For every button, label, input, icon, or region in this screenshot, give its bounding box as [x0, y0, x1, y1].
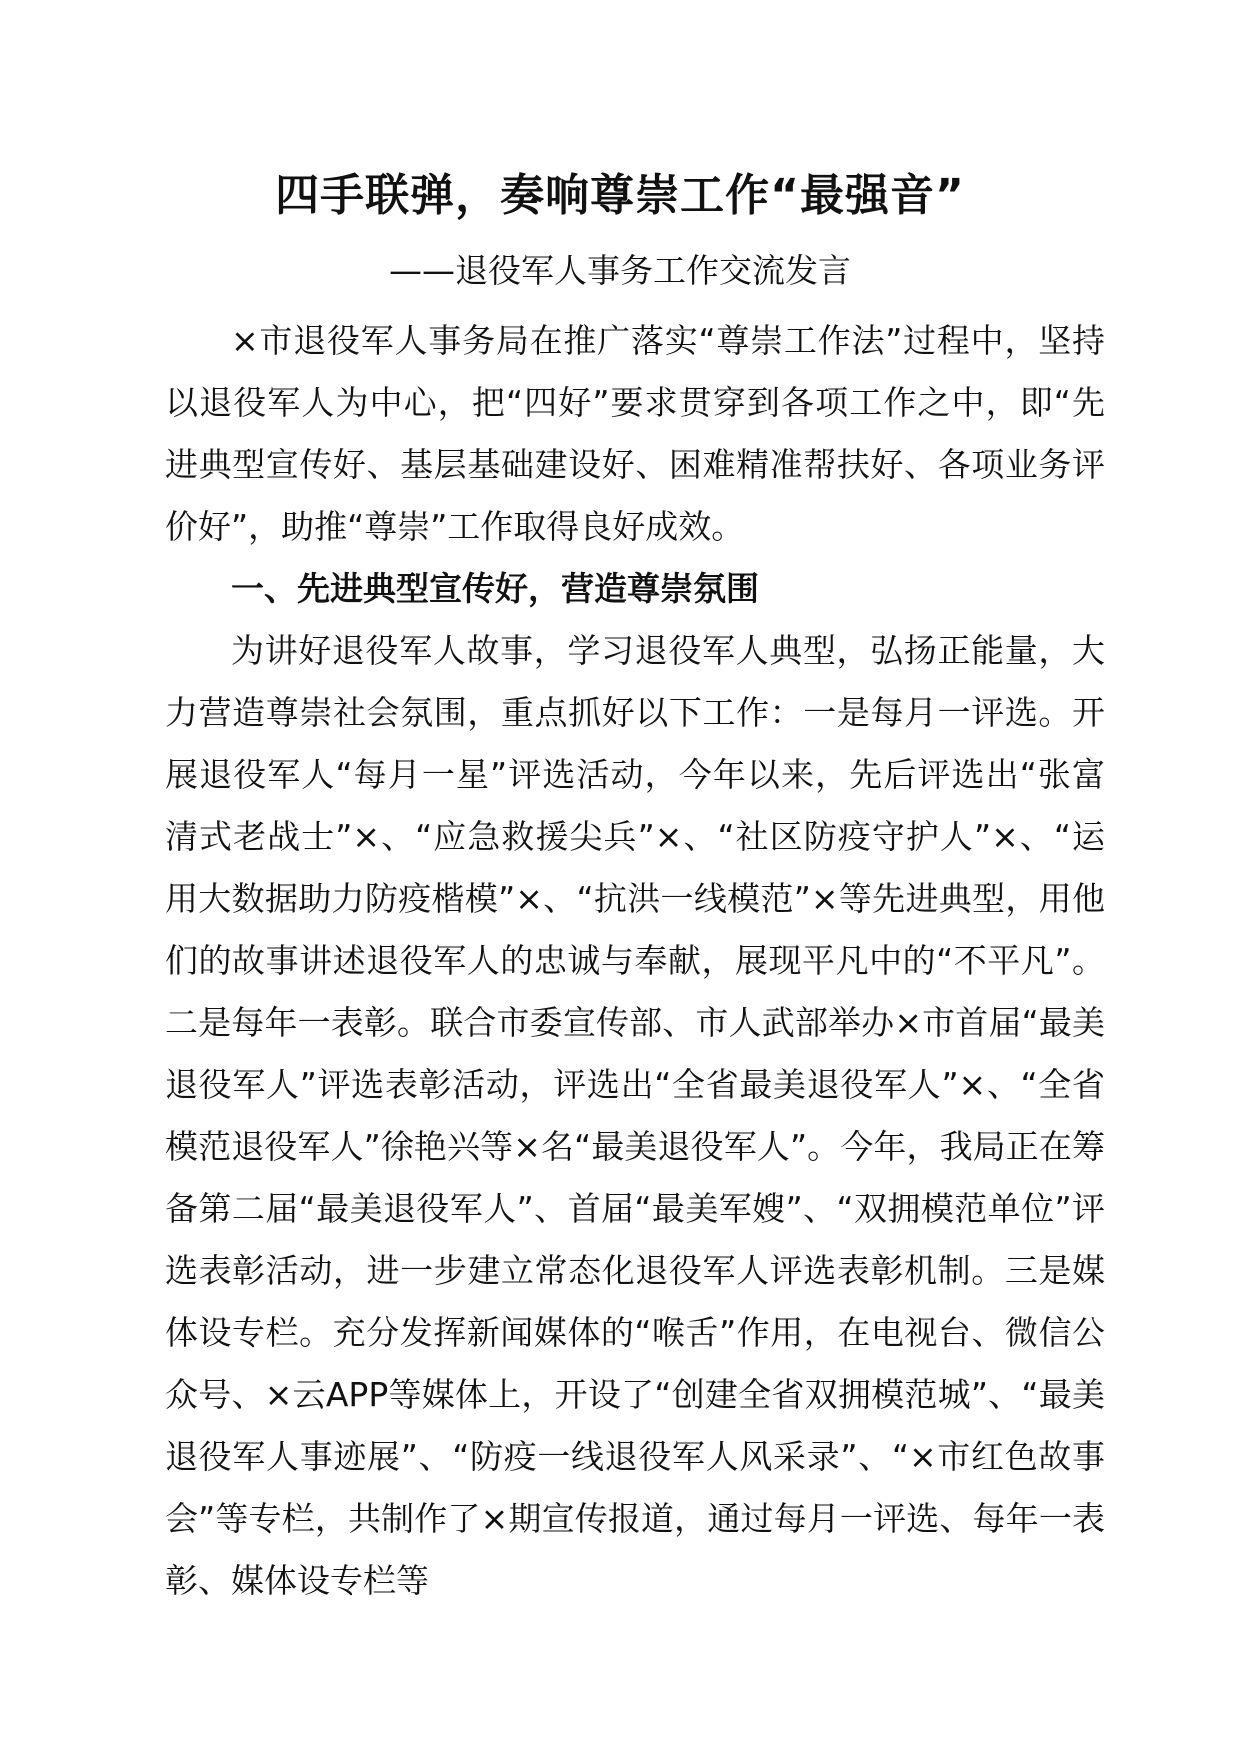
section-heading: 一、先进典型宣传好，营造尊崇氛围	[231, 569, 759, 608]
document-title: 四手联弹，奏响尊崇工作“最强音”	[275, 170, 965, 221]
document-body	[165, 310, 1105, 1612]
intro-paragraph: ×市退役军人事务局在推广落实“尊崇工作法”过程中，坚持以退役军人为中心，把“四好”要求贯穿到各项工作之中，即“先进典型宣传好、基层基础建设好、困难精准帮扶好、各项业务评价好”，助推“尊崇”工作取得良好成效。	[165, 321, 1105, 546]
document-subtitle: ——退役军人事务工作交流发言	[389, 251, 851, 290]
section-paragraph: 为讲好退役军人故事，学习退役军人典型，弘扬正能量，大力营造尊崇社会氛围，重点抓好以下工作：一是每月一评选。开展退役军人“每月一星”评选活动，今年以来，先后评选出“张富清式老战士”×、“应急救援尖兵”×、“社区防疫守护人”×、“运用大数据助力防疫楷模”×、“抗洪一线模范”×等先进典型，用他们的故事讲述退役军人的忠诚与奉献，展现平凡中的“不平凡”。二是每年一表彰。联合市委宣传部、市人武部举办×市首届“最美退役军人”评选表彰活动，评选出“全省最美退役军人”×、“全省模范退役军人”徐艳兴等×名“最美退役军人”。今年，我局正在筹备第二届“最美退役军人”、首届“最美军嫂”、“双拥模范单位”评选表彰活动，进一步建立常态化退役军人评选表彰机制。三是媒体设专栏。充分发挥新闻媒体的“喉舌”作用，在电视台、微信公众号、×云APP等媒体上，开设了“创建全省双拥模范城”、“最美退役军人事迹展”、“防疫一线退役军人风采录”、“×市红色故事会”等专栏，共制作了×期宣传报道，通过每月一评选、每年一表彰、媒体设专栏等	[165, 631, 1105, 1600]
